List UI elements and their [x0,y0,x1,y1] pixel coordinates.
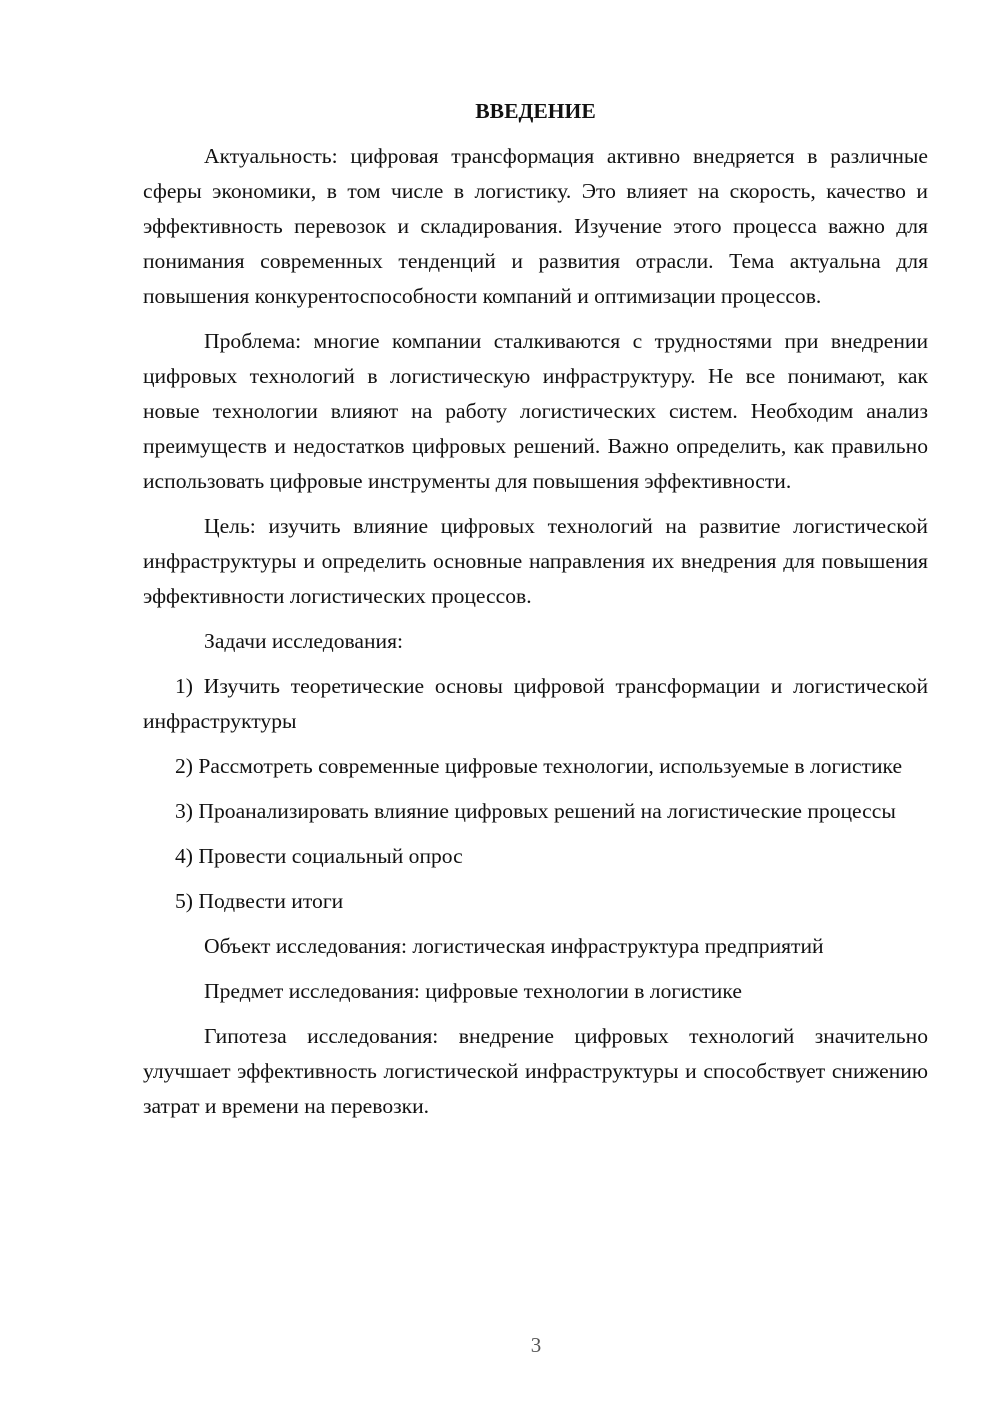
goal-paragraph: Цель: изучить влияние цифровых технологий на развитие логистической инфраструктуры и определить основные направления их внедрения для повышения эффективности логистических процессов. [143,514,928,608]
hypothesis-paragraph: Гипотеза исследования: внедрение цифровых технологий значительно улучшает эффективность логистической инфраструктуры и способствует снижению затрат и времени на перевозки. [143,1024,928,1118]
task-item-2: 2) Рассмотреть современные цифровые технологии, используемые в логистике [175,754,903,778]
page-content [143,94,928,1134]
task-item-4: 4) Провести социальный опрос [175,844,463,868]
task-item-5: 5) Подвести итоги [175,889,344,913]
tasks-heading: Задачи исследования: [204,629,404,653]
problem-paragraph: Проблема: многие компании сталкиваются с трудностями при внедрении цифровых технологий в логистическую инфраструктуру. Не все понимают, как новые технологии влияют на работу логистических систем. Необходим анализ преимуществ и недостатков цифровых решений. Важно определить, как правильно использовать цифровые инструменты для повышения эффективности. [143,329,928,493]
relevance-paragraph: Актуальность: цифровая трансформация активно внедряется в различные сферы экономики, в том числе в логистику. Это влияет на скорость, качество и эффективность перевозок и складирования. Изучение этого процесса важно для понимания современных тенденций и развития отрасли. Тема актуальна для повышения конкурентоспособности компаний и оптимизации процессов. [143,144,928,308]
task-item-3: 3) Проанализировать влияние цифровых решений на логистические процессы [175,799,896,823]
page-number: 3 [530,1333,542,1357]
task-item-1: 1) Изучить теоретические основы цифровой трансформации и логистической инфраструктуры [143,674,928,733]
research-subject-paragraph: Предмет исследования: цифровые технологии в логистике [204,979,742,1003]
section-title: ВВЕДЕНИЕ [475,99,596,123]
research-object-paragraph: Объект исследования: логистическая инфраструктура предприятий [204,934,824,958]
